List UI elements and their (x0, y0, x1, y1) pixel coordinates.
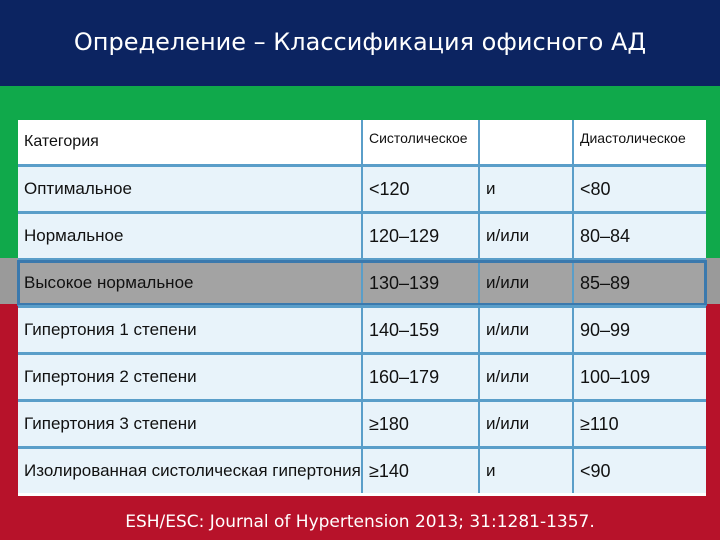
citation-footer: ESH/ESC: Journal of Hypertension 2013; 31:1281-1357. (125, 512, 595, 532)
row-category: Изолированная систолическая гипертония (18, 449, 363, 493)
bp-classification-table (18, 120, 706, 496)
table-row (18, 355, 706, 399)
table-row (18, 167, 706, 211)
header-diastolic: Диастолическое (574, 120, 706, 164)
slide-title: Определение – Классификация офисного АД (73, 28, 647, 56)
row-category: Высокое нормальное (18, 261, 363, 305)
row-category: Нормальное (18, 214, 363, 258)
table-row (18, 449, 706, 493)
row-diastolic: <80 (574, 167, 706, 211)
row-conj: и (480, 449, 574, 493)
table-header-row (18, 120, 706, 164)
row-systolic: <120 (363, 167, 480, 211)
table-row-highlighted (18, 261, 706, 305)
row-diastolic: 90–99 (574, 308, 706, 352)
header-category: Категория (18, 120, 363, 164)
row-systolic: 130–139 (363, 261, 480, 305)
table-row (18, 308, 706, 352)
row-category: Гипертония 2 степени (18, 355, 363, 399)
row-conj: и/или (480, 402, 574, 446)
row-diastolic: 80–84 (574, 214, 706, 258)
row-conj: и (480, 167, 574, 211)
row-diastolic: 100–109 (574, 355, 706, 399)
header-systolic: Систолическое (363, 120, 480, 164)
row-systolic: 120–129 (363, 214, 480, 258)
row-systolic: 160–179 (363, 355, 480, 399)
row-conj: и/или (480, 355, 574, 399)
row-diastolic: <90 (574, 449, 706, 493)
row-diastolic: ≥110 (574, 402, 706, 446)
row-systolic: ≥180 (363, 402, 480, 446)
row-category: Гипертония 1 степени (18, 308, 363, 352)
row-systolic: ≥140 (363, 449, 480, 493)
row-category: Оптимальное (18, 167, 363, 211)
row-conj: и/или (480, 308, 574, 352)
table-row (18, 214, 706, 258)
table-row (18, 402, 706, 446)
header-conj (480, 120, 574, 164)
row-systolic: 140–159 (363, 308, 480, 352)
row-conj: и/или (480, 214, 574, 258)
row-category: Гипертония 3 степени (18, 402, 363, 446)
row-diastolic: 85–89 (574, 261, 706, 305)
row-conj: и/или (480, 261, 574, 305)
